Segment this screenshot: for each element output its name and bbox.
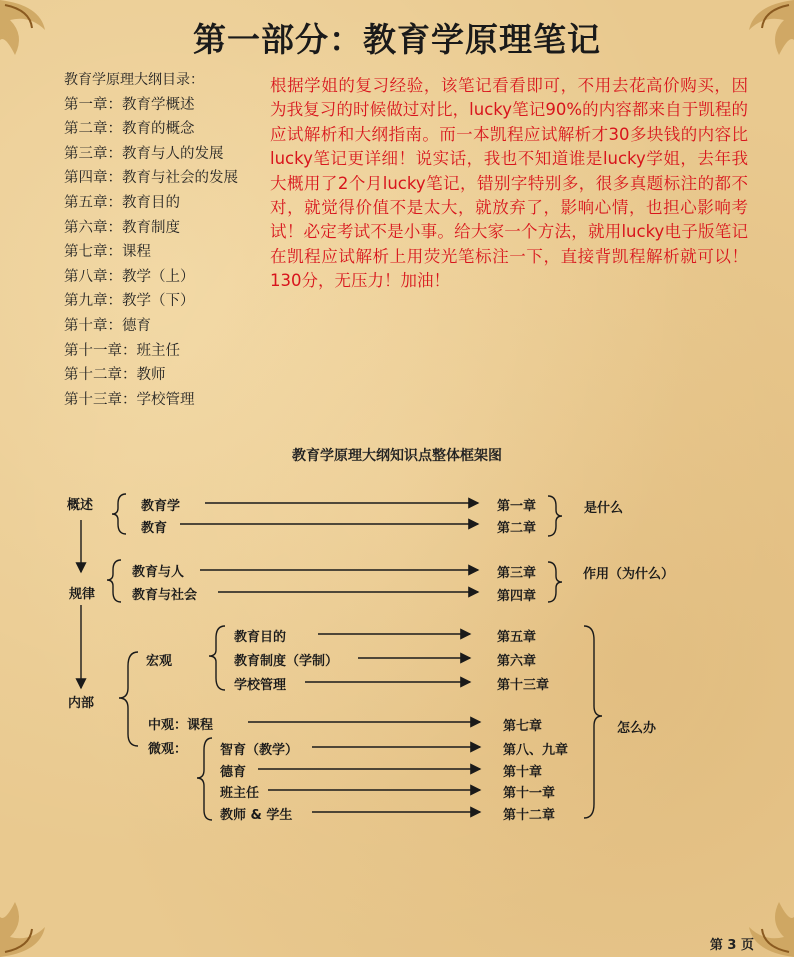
chapter-label: 第十三章 [497,678,550,693]
page-number: 第 3 页 [709,938,754,953]
toc-chapter: 第九章：教学（下） [64,293,195,310]
item-label: 学校管理 [234,678,287,693]
toc-chapter: 第十一章：班主任 [64,342,180,359]
chapter-label: 第十二章 [503,808,556,823]
annotation-what: 是什么 [584,501,624,516]
group-meso: 中观：课程 [148,718,214,733]
annotation-why: 作用（为什么） [583,567,675,582]
toc-chapter: 第八章：教学（上） [64,268,195,285]
chapter-label: 第七章 [503,719,543,734]
left-brace [107,560,121,602]
chapter-label: 第一章 [497,499,537,514]
right-brace [584,626,602,818]
page-title: 第一部分：教育学原理笔记 [193,20,601,59]
diagram-title: 教育学原理大纲知识点整体框架图 [292,448,502,464]
chapter-label: 第十一章 [503,786,556,801]
chapter-label: 第三章 [497,566,537,581]
right-brace [548,562,562,602]
chapter-label: 第八、九章 [503,743,569,758]
item-label: 教育学 [141,499,181,514]
chapter-label: 第四章 [497,589,537,604]
item-label: 德育 [220,765,247,780]
item-label: 班主任 [220,786,260,801]
item-label: 教师 & 学生 [220,808,293,823]
toc-chapter: 第七章：课程 [64,244,151,261]
toc-chapter: 第四章：教育与社会的发展 [64,170,238,187]
toc-chapter: 第六章：教育制度 [64,219,180,236]
toc-heading: 教育学原理大纲目录： [64,72,204,88]
toc-chapter: 第十三章：学校管理 [64,391,195,408]
item-label: 教育与社会 [132,588,198,603]
chapter-label: 第五章 [497,630,537,645]
toc-chapter: 第十章：德育 [64,317,151,334]
item-label: 教育 [141,521,168,536]
group-laws: 规律 [69,587,96,602]
item-label: 教育目的 [234,630,287,645]
toc-chapter: 第一章：教育学概述 [64,96,195,113]
handwritten-note: 根据学姐的复习经验，该笔记看看即可，不用去花高价购买，因为我复习的时候做过对比，lucky笔记90%的内容都来自于凯程的应试解析和大纲指南。而一本凯程应试解析才30多块钱的内容比lucky笔记更详细！说实话，我也不知道谁是lucky学姐，去年我大概用了2个月lucky笔记，错别字特别多，很多真题标注的都不对，就觉得价值不是太大，就放弃了，影响心情，也担心影响考试！必定考试不是小事。给大家一个方法，就用lucky电子版笔记在凯程应试解析上用荧光笔标注一下，直接背凯程解析就可以！130分，无压力！加油！ [270,76,748,291]
group-overview: 概述 [67,498,94,513]
group-internal: 内部 [68,696,95,711]
toc-chapter: 第五章：教育目的 [64,194,180,211]
item-label: 教育与人 [132,565,185,580]
group-macro: 宏观 [146,654,173,669]
right-brace [548,496,562,536]
item-label: 教育制度（学制） [234,654,339,669]
left-brace [112,494,126,534]
group-micro: 微观： [148,742,188,757]
toc-chapter: 第十二章：教师 [64,367,166,384]
left-brace [197,738,212,820]
annotation-how: 怎么办 [617,721,657,736]
chapter-label: 第十章 [503,765,543,780]
item-label: 智育（教学） [220,743,299,758]
chapter-label: 第六章 [497,654,537,669]
toc-chapter: 第二章：教育的概念 [64,121,195,138]
toc-chapter: 第三章：教育与人的发展 [64,145,224,162]
left-brace [119,652,138,746]
left-brace [209,626,225,690]
chapter-label: 第二章 [497,521,537,536]
